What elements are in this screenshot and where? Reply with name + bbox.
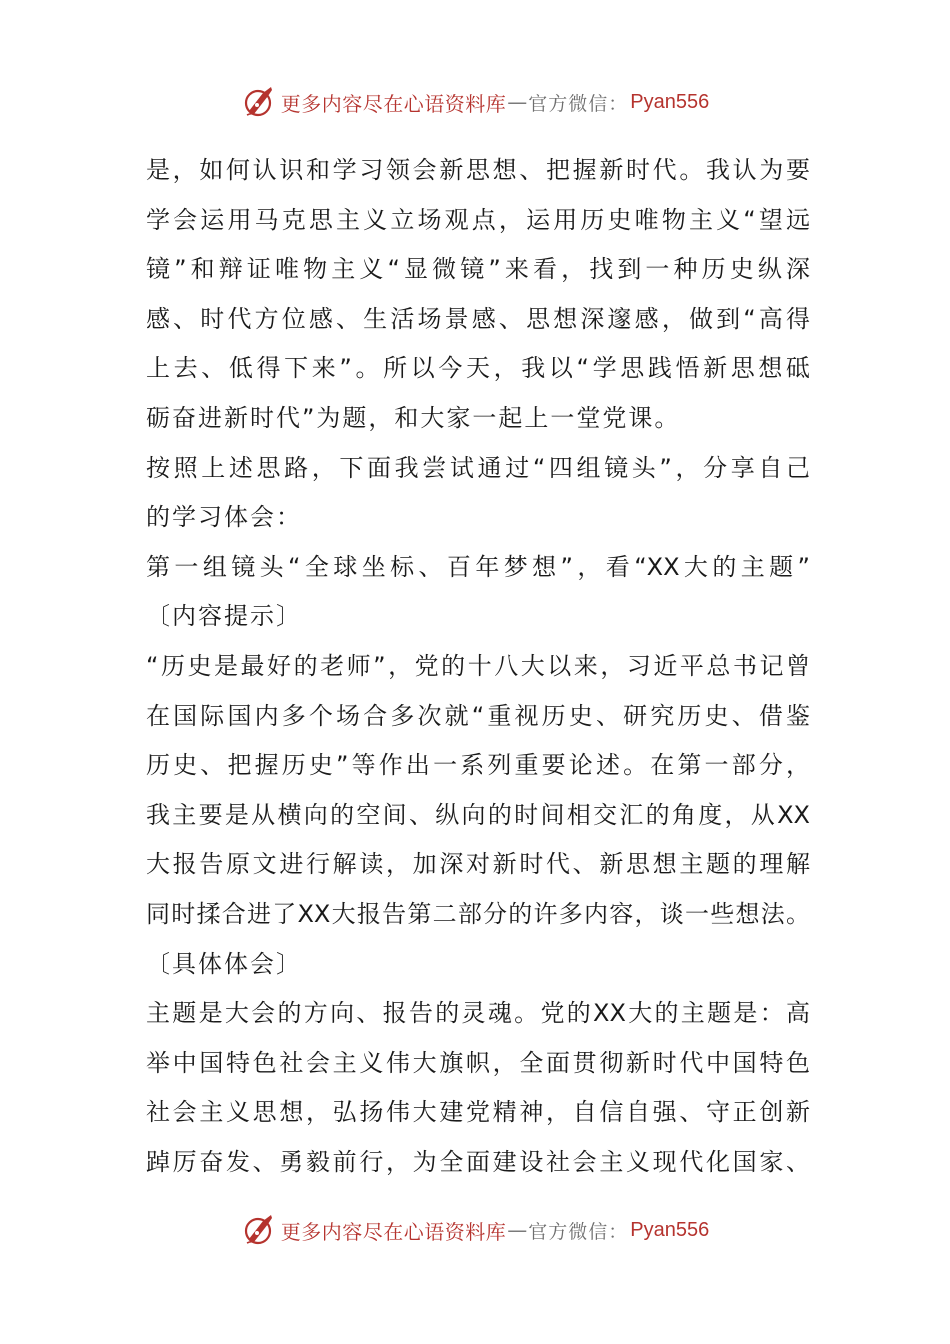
text-line: 的学习体会： bbox=[146, 503, 302, 532]
text-line: “历史是最好的老师”，党的十八大以来，习近平总书记曾 bbox=[146, 651, 810, 680]
text-line: 社会主义思想，弘扬伟大建党精神，自信自强、守正创新 bbox=[146, 1098, 810, 1127]
header-watermark-banner bbox=[0, 82, 950, 122]
pen-nib-logo-icon bbox=[241, 84, 277, 120]
text-line: 学会运用马克思主义立场观点，运用历史唯物主义“望远 bbox=[146, 205, 810, 234]
text-line: 同时揉合进了XX大报告第二部分的许多内容，谈一些想法。 bbox=[146, 899, 810, 928]
text-line: 按照上述思路，下面我尝试通过“四组镜头”，分享自己 bbox=[146, 453, 810, 482]
footer-watermark-banner bbox=[0, 1210, 950, 1250]
brand-text: 更多内容尽在心语资料库 bbox=[280, 91, 507, 116]
text-line: 〔具体体会〕 bbox=[146, 949, 302, 978]
text-line: 大报告原文进行解读，加深对新时代、新思想主题的理解 bbox=[146, 850, 810, 879]
text-line: 〔内容提示〕 bbox=[146, 602, 302, 631]
text-line: 举中国特色社会主义伟大旗帜，全面贯彻新时代中国特色 bbox=[146, 1048, 810, 1077]
wechat-label: 官方微信： bbox=[528, 92, 629, 115]
pen-nib-logo-icon bbox=[241, 1212, 277, 1248]
banner-dash: — bbox=[507, 1218, 528, 1242]
text-line: 我主要是从横向的空间、纵向的时间相交汇的角度，从XX bbox=[146, 800, 810, 829]
banner-dash: — bbox=[507, 90, 528, 114]
text-line: 是，如何认识和学习领会新思想、把握新时代。我认为要 bbox=[146, 156, 810, 184]
text-line: 踔厉奋发、勇毅前行，为全面建设社会主义现代化国家、 bbox=[146, 1147, 810, 1176]
text-line: 砺奋进新时代”为题，和大家一起上一堂党课。 bbox=[146, 403, 681, 432]
wechat-id: Pyan556 bbox=[630, 1218, 710, 1241]
document-body bbox=[146, 146, 810, 1187]
brand-text: 更多内容尽在心语资料库 bbox=[280, 1219, 507, 1244]
text-line: 在国际国内多个场合多次就“重视历史、研究历史、借鉴 bbox=[146, 701, 810, 730]
wechat-id: Pyan556 bbox=[630, 90, 710, 113]
text-line: 上去、低得下来”。所以今天，我以“学思践悟新思想砥 bbox=[146, 354, 810, 383]
text-line: 镜”和辩证唯物主义“显微镜”来看，找到一种历史纵深 bbox=[146, 255, 810, 284]
text-line: 第一组镜头“全球坐标、百年梦想”，看“XX大的主题” bbox=[146, 552, 810, 581]
text-line: 历史、把握历史”等作出一系列重要论述。在第一部分， bbox=[146, 751, 810, 780]
text-line: 感、时代方位感、生活场景感、思想深邃感，做到“高得 bbox=[146, 304, 810, 333]
wechat-label: 官方微信： bbox=[528, 1220, 629, 1243]
text-line: 主题是大会的方向、报告的灵魂。党的XX大的主题是：高 bbox=[146, 999, 810, 1028]
